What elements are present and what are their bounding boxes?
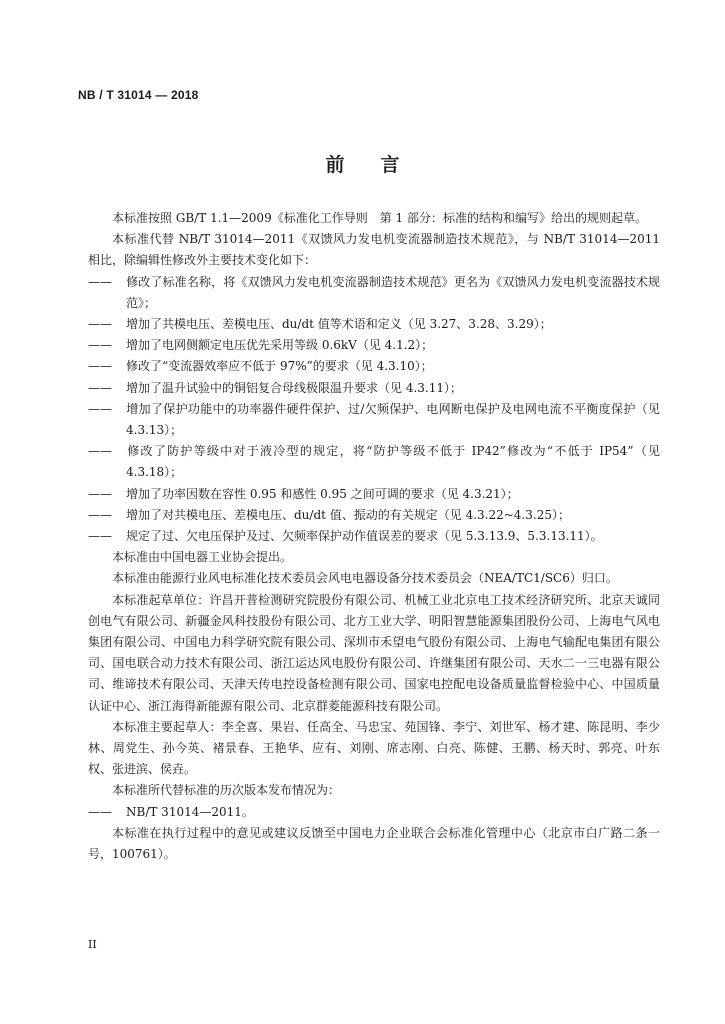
paragraph-proposer: 本标准由中国电器工业协会提出。	[112, 550, 293, 565]
paragraph-drafters: 本标准主要起草人：李全喜、果岩、任高全、马忠宝、苑国锋、李宁、刘世军、杨才建、陈昆明、李少林、周党生、孙今英、褚景春、王艳华、应有、刘刚、席志刚、白亮、陈健、王鹏、杨天时、郭亮、叶东权、张进滨、侯垚。	[88, 719, 660, 777]
change-item	[88, 356, 660, 377]
dash-marker: ——	[88, 444, 112, 459]
page-title	[0, 150, 725, 177]
dash-marker: ——	[88, 338, 112, 353]
change-item	[88, 505, 660, 526]
dash-marker: ——	[88, 359, 112, 374]
dash-marker: ——	[88, 317, 112, 332]
change-item-text: 增加了共模电压、差模电压、du/dt 值等术语和定义（见 3.27、3.28、3.29）；	[126, 317, 552, 332]
paragraph-replacement: 本标准代替 NB/T 31014—2011《双馈风力发电机变流器制造技术规范》，与 NB/T 31014—2011 相比，除编辑性修改外主要技术变化如下：	[88, 232, 660, 268]
history-item	[88, 802, 660, 823]
dash-marker: ——	[88, 529, 112, 544]
page-title-text: 前言	[325, 154, 436, 176]
dash-marker: ——	[88, 486, 112, 501]
change-item-text: 规定了过、欠电压保护及过、欠频率保护动作值误差的要求（见 5.3.13.9、5.3.13.11）。	[126, 529, 603, 544]
paragraph-feedback: 本标准在执行过程中的意见或建议反馈至中国电力企业联合会标准化管理中心（北京市白广路二条一号，100761）。	[88, 825, 660, 862]
paragraph-drafting-units: 本标准起草单位：许昌开普检测研究院股份有限公司、机械工业北京电工技术经济研究所、北京天诚同创电气有限公司、新疆金风科技股份有限公司、北方工业大学、明阳智慧能源集团股份公司、上海电气风电集团有限公司、中国电力科学研究院有限公司、深圳市禾望电气股份有限公司、上海电气输配电集团有限公司、国电联合动力技术有限公司、浙江运达风电股份有限公司、许继集团有限公司、天水二一三电器有限公司、维谛技术有限公司、天津天传电控设备检测有限公司、国家电控配电设备质量监督检验中心、中国质量认证中心、浙江海得新能源有限公司、北京群菱能源科技有限公司。	[88, 592, 660, 713]
history-item-text: NB/T 31014—2011。	[126, 804, 254, 819]
change-item	[88, 335, 660, 356]
paragraph-committee: 本标准由能源行业风电标准化技术委员会风电电器设备分技术委员会（NEA/TC1/SC6）归口。	[112, 571, 618, 586]
change-item-text: 增加了对共模电压、差模电压、du/dt 值、振动的有关规定（见 4.3.22~4.3.25）；	[126, 507, 570, 522]
document-body	[88, 208, 660, 865]
dash-marker: ——	[88, 274, 112, 289]
change-item-text: 增加了电网侧额定电压优先采用等级 0.6kV（见 4.1.2）；	[126, 338, 434, 353]
change-item-text: 修改了标准名称，将《双馈风力发电机变流器制造技术规范》更名为《双馈风力发电机变流器技术规范》；	[126, 274, 660, 310]
change-item	[88, 441, 660, 483]
change-item	[88, 526, 660, 547]
change-item	[88, 272, 660, 314]
change-item-text: 增加了温升试验中的铜铝复合母线极限温升要求（见 4.3.11）；	[126, 380, 462, 395]
dash-marker: ——	[88, 380, 112, 395]
standard-code-header: NB / T 31014 — 2018	[78, 88, 199, 102]
change-item	[88, 378, 660, 399]
paragraph-history-intro: 本标准所代替标准的历次版本发布情况为：	[112, 783, 341, 798]
change-item-text: 增加了保护功能中的功率器件硬件保护、过/欠频保护、电网断电保护及电网电流不平衡度保护（见 4.3.13）；	[126, 401, 660, 438]
change-item	[88, 399, 660, 441]
paragraph-drafting-rules: 本标准按照 GB/T 1.1—2009《标准化工作导则 第 1 部分：标准的结构和编写》给出的规则起草。	[112, 211, 647, 225]
dash-marker: ——	[88, 401, 112, 416]
change-item-text: 修改了“变流器效率应不低于 97%”的要求（见 4.3.10）；	[126, 359, 433, 374]
dash-marker: ——	[88, 507, 112, 522]
dash-marker: ——	[88, 804, 112, 819]
change-item	[88, 314, 660, 335]
change-item-text: 修改了防护等级中对于液冷型的规定，将“防护等级不低于 IP42”修改为“不低于 IP54”（见 4.3.18）；	[126, 444, 660, 480]
change-item-text: 增加了功率因数在容性 0.95 和感性 0.95 之间可调的要求（见 4.3.21）；	[126, 486, 519, 501]
change-item	[88, 484, 660, 505]
page-number: II	[88, 938, 97, 951]
